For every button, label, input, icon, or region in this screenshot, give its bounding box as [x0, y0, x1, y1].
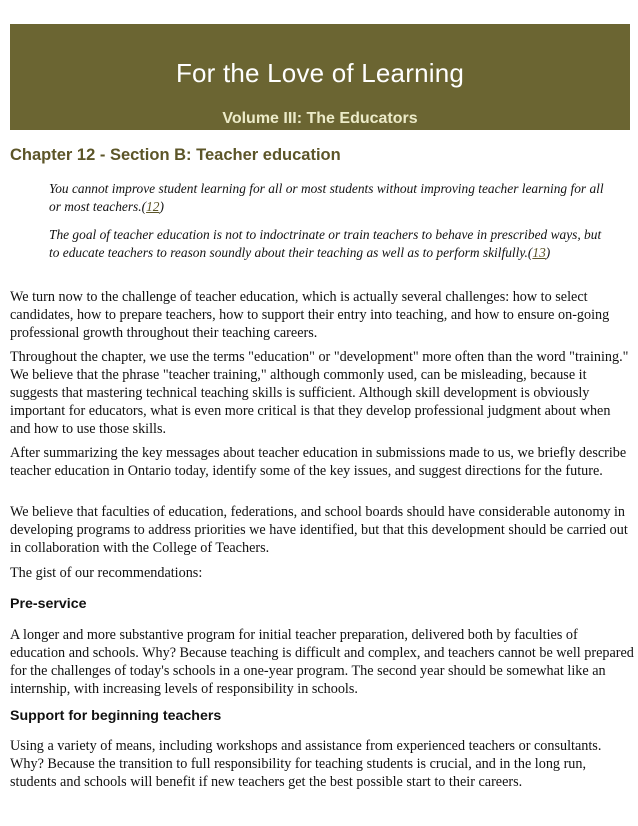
volume-subtitle: Volume III: The Educators — [222, 110, 418, 127]
quote-text: The goal of teacher education is not to indoctrinate or train teachers to behave in prescribed ways, but to educate teachers to reason soundly about their teaching as well as to perform skilfully.( — [49, 227, 602, 260]
section-body: A longer and more substantive program for initial teacher preparation, delivered both by faculties of education and schools. Why? Because teaching is difficult and complex, and teachers cannot be well prepared for the challenges of today's schools in a one-year program. The second year should be somewhat like an internship, with increasing levels of responsibility in schools. — [10, 627, 634, 697]
paragraph: Throughout the chapter, we use the terms "education" or "development" more often than the word "training." We believe that the phrase "teacher training," although commonly used, can be misleading, because it suggests that mastering technical teaching skills is sufficient. Although skill development is obviously important for educators, what is even more critical is that they develop professional judgment about when and how to use those skills. — [10, 349, 629, 437]
paragraph: After summarizing the key messages about teacher education in submissions made to us, we briefly describe teacher education in Ontario today, identify some of the key issues, and suggest directions for the future. — [10, 445, 627, 479]
chapter-heading: Chapter 12 - Section B: Teacher education — [10, 146, 341, 164]
section-body: Using a variety of means, including workshops and assistance from experienced teachers or consultants. Why? Because the transition to full responsibility for teaching students is crucial, and in the long run, students and schools will benefit if new teachers get the best possible start to their careers. — [10, 738, 602, 790]
quote-text: You cannot improve student learning for all or most students without improving teacher learning for all or most teachers.( — [49, 181, 604, 214]
quote-close: ) — [545, 245, 551, 260]
section-heading-support: Support for beginning teachers — [10, 708, 222, 724]
title-banner — [10, 24, 630, 130]
quote-close: ) — [159, 199, 164, 214]
paragraph: We turn now to the challenge of teacher education, which is actually several challenges: how to select candidates, how to prepare teachers, how to support their entry into teaching, and how to ensure on-going professional growth throughout their teaching careers. — [10, 289, 610, 341]
footnote-link-12[interactable]: 12 — [146, 199, 160, 214]
paragraph: We believe that faculties of education, federations, and school boards should have considerable autonomy in developing programs to address priorities we have identified, but that this development should be carried out in collaboration with the College of Teachers. — [10, 504, 628, 556]
footnote-link-13[interactable]: 13 — [532, 245, 546, 260]
section-heading-pre-service: Pre-service — [10, 596, 87, 612]
book-title: For the Love of Learning — [175, 58, 465, 88]
paragraph: The gist of our recommendations: — [10, 565, 203, 581]
epigraph-quote-2 — [49, 226, 609, 262]
epigraph-quote-1 — [49, 180, 609, 216]
